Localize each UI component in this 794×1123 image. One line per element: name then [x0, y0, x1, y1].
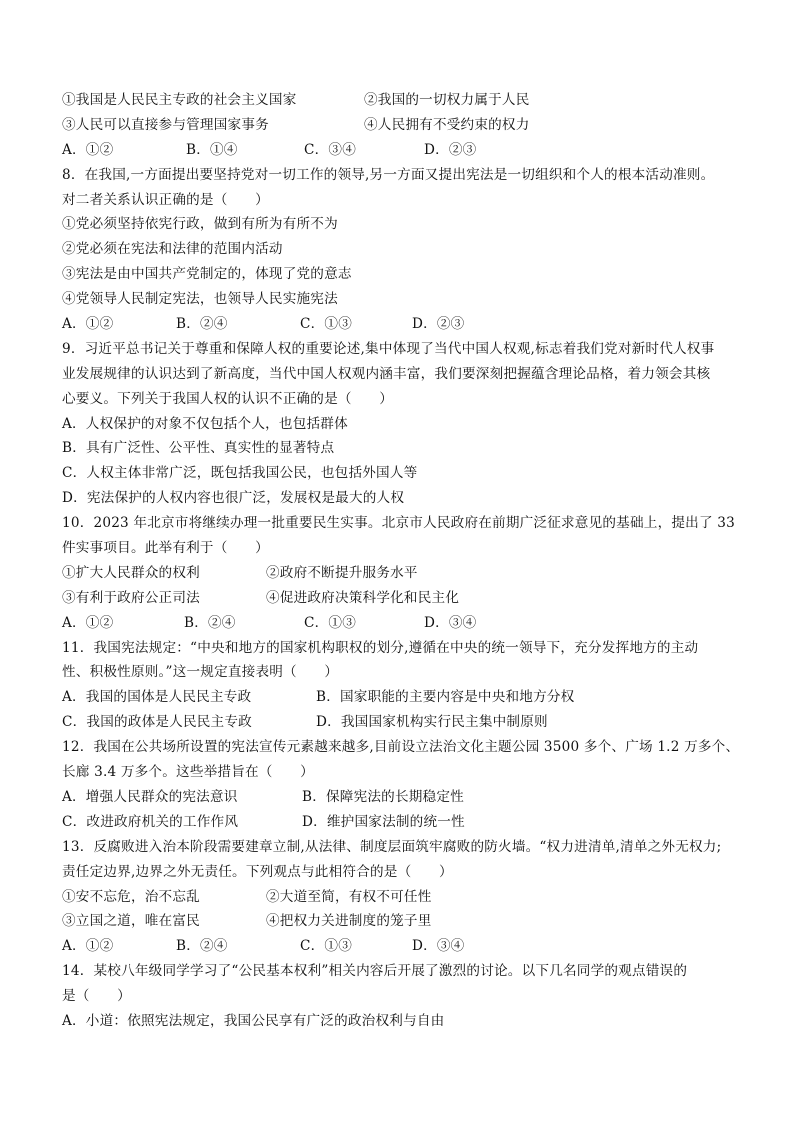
q13-statement-4: ④把权力关进制度的笼子里: [266, 913, 432, 930]
q11-option-b: B．国家职能的主要内容是中央和地方分权: [316, 689, 575, 706]
q12-option-b: B．保障宪法的长期稳定性: [302, 788, 464, 805]
q13-option-c: C．①③: [300, 938, 352, 955]
q13-statement-3: ③立国之道，唯在富民: [62, 913, 200, 930]
q10-option-a: A．①②: [62, 614, 114, 631]
q8-statement-2: ②党必须在宪法和法律的范围内活动: [62, 241, 283, 258]
q11-option-d: D．我国国家机构实行民主集中制原则: [316, 714, 548, 731]
q8-option-b: B．②④: [176, 316, 228, 333]
q7-statement-row-1: [62, 88, 734, 113]
q10-statement-4: ④促进政府决策科学化和民主化: [266, 589, 460, 606]
q10-option-d: D．③④: [424, 614, 477, 631]
q8-option-d: D．②③: [412, 316, 465, 333]
q8-statement-3: ③宪法是由中国共产党制定的，体现了党的意志: [62, 266, 352, 283]
q10-stem-line-1: 10．2023 年北京市将继续办理一批重要民生实事。北京市人民政府在前期广泛征求意见的基础上，提出了 33: [62, 515, 735, 532]
q13-statement-row-1: [62, 885, 734, 910]
q9-option-a: A．人权保护的对象不仅包括个人，也包括群体: [62, 415, 348, 432]
exam-page: [62, 88, 740, 1034]
q10-statement-row-1: [62, 561, 734, 586]
q13-option-a: A．①②: [62, 938, 114, 955]
q10-statement-2: ②政府不断提升服务水平: [266, 564, 418, 581]
q12-stem-line-2: 长廊 3.4 万多个。这些举措旨在（ ）: [62, 764, 314, 781]
q9-stem-line-1: 9．习近平总书记关于尊重和保障人权的重要论述,集中体现了当代中国人权观,标志着我们党对新时代人权事: [62, 340, 715, 357]
q12-option-d: D．维护国家法制的统一性: [302, 813, 465, 830]
q7-statement-1: ①我国是人民民主专政的社会主义国家: [62, 92, 297, 108]
q12-option-a: A．增强人民群众的宪法意识: [62, 788, 238, 805]
q8-option-a: A．①②: [62, 316, 114, 333]
q12-options-row-2: [62, 810, 734, 835]
q12-options-row-1: [62, 785, 734, 810]
q11-options-row-1: [62, 685, 734, 710]
q9-stem-line-2: 业发展规律的认识达到了新高度，当代中国人权观内涵丰富，我们要深刻把握蕴含理论品格，着力领会其核: [62, 365, 711, 382]
q7-statement-row-2: [62, 113, 734, 138]
q14-option-a: A．小道：依照宪法规定，我国公民享有广泛的政治权利与自由: [62, 1012, 445, 1029]
q11-option-a: A．我国的国体是人民民主专政: [62, 689, 252, 706]
q7-statement-3: ③人民可以直接参与管理国家事务: [62, 116, 269, 133]
q13-option-d: D．③④: [412, 938, 465, 955]
q9-stem-line-3: 心要义。下列关于我国人权的认识不正确的是（ ）: [62, 390, 394, 407]
q13-statement-1: ①安不忘危，治不忘乱: [62, 888, 200, 905]
q9-option-b: B．具有广泛性、公平性、真实性的显著特点: [62, 440, 335, 457]
q12-stem-line-1: 12．我国在公共场所设置的宪法宣传元素越来越多,目前设立法治文化主题公园 3500 多个、广场 1.2 万多个、: [62, 739, 740, 756]
q10-option-b: B．②④: [184, 614, 236, 631]
q10-option-c: C．①③: [304, 614, 356, 631]
q7-option-c: C．③④: [304, 141, 356, 158]
q13-statement-2: ②大道至简，有权不可任性: [266, 888, 432, 905]
q13-stem-line-1: 13．反腐败进入治本阶段需要建章立制,从法律、制度层面筑牢腐败的防火墙。“权力进清单,清单之外无权力;: [62, 838, 722, 855]
q14-stem-line-2: 是（ ）: [62, 988, 131, 1005]
q7-options-row: [62, 138, 734, 163]
q7-option-a: A．①②: [62, 141, 114, 158]
q14-stem-line-1: 14．某校八年级同学学习了“公民基本权利”相关内容后开展了激烈的讨论。以下几名同学的观点错误的: [62, 963, 688, 980]
q13-options-row: [62, 934, 734, 959]
q13-statement-row-2: [62, 909, 734, 934]
q13-option-b: B．②④: [176, 938, 228, 955]
q10-stem-line-2: 件实事项目。此举有利于（ ）: [62, 540, 269, 557]
q13-stem-line-2: 责任定边界,边界之外无责任。下列观点与此相符合的是（ ）: [62, 863, 453, 880]
q11-options-row-2: [62, 710, 734, 735]
q9-option-d: D．宪法保护的人权内容也很广泛，发展权是最大的人权: [62, 490, 405, 507]
q8-statement-4: ④党领导人民制定宪法，也领导人民实施宪法: [62, 291, 338, 308]
q11-stem-line-1: 11．我国宪法规定：“中央和地方的国家机构职权的划分,遵循在中央的统一领导下，充分发挥地方的主动: [62, 639, 699, 656]
q7-statement-2: ②我国的一切权力属于人民: [364, 92, 530, 108]
q12-option-c: C．改进政府机关的工作作风: [62, 813, 239, 830]
q10-statement-1: ①扩大人民群众的权利: [62, 564, 200, 581]
q10-statement-3: ③有利于政府公正司法: [62, 589, 200, 606]
q11-stem-line-2: 性、积极性原则。”这一规定直接表明（ ）: [62, 664, 339, 681]
q11-option-c: C．我国的政体是人民民主专政: [62, 714, 252, 731]
q9-option-c: C．人权主体非常广泛，既包括我国公民，也包括外国人等: [62, 465, 418, 482]
q10-statement-row-2: [62, 586, 734, 611]
q7-statement-4: ④人民拥有不受约束的权力: [364, 116, 530, 133]
q8-stem-line-1: 8．在我国,一方面提出要坚持党对一切工作的领导,另一方面又提出宪法是一切组织和个人的根本活动准则。: [62, 166, 715, 183]
q8-option-c: C．①③: [300, 316, 352, 333]
q8-statement-1: ①党必须坚持依宪行政，做到有所为有所不为: [62, 216, 338, 233]
q7-option-b: B．①④: [186, 141, 238, 158]
q8-stem-line-2: 对二者关系认识正确的是（ ）: [62, 191, 269, 208]
q10-options-row: [62, 611, 734, 636]
q8-options-row: [62, 312, 734, 337]
q7-option-d: D．②③: [424, 141, 477, 158]
